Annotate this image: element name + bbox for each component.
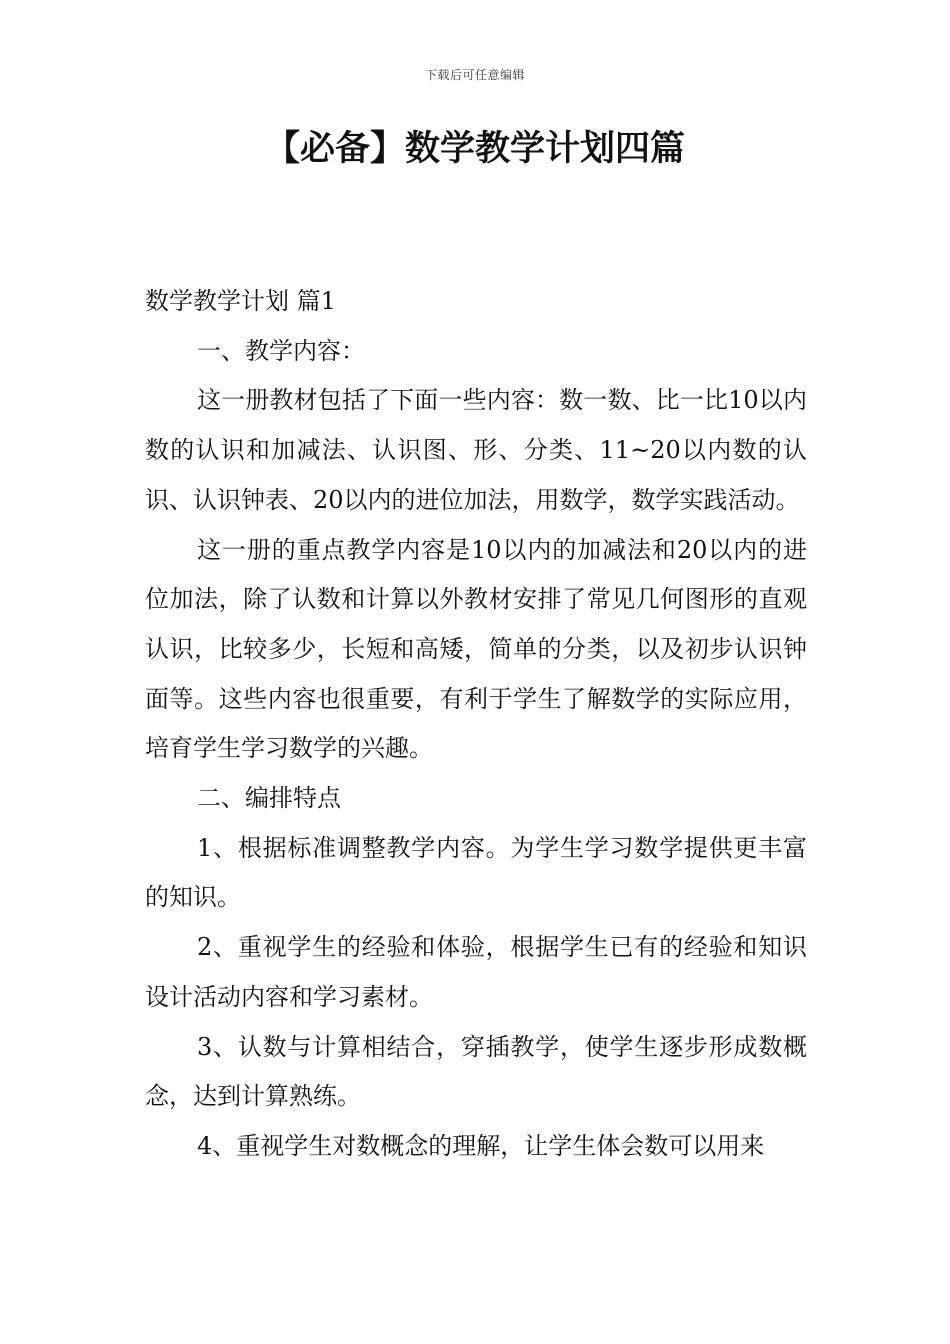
subsection-heading-content: 一、教学内容：: [197, 336, 365, 365]
header-note: 下载后可任意编辑: [424, 68, 525, 82]
paragraph-key-content: 这一册的重点教学内容是10以内的加减法和20以内的进位加法，除了认数和计算以外教材安排了常见几何图形的直观认识，比较多少，长短和高矮，简单的分类，以及初步认识钟面等。这些内容也很重要，有利于学生了解数学的实际应用，培育学生学习数学的兴趣。: [145, 535, 807, 763]
paragraph-content-overview: 这一册教材包括了下面一些内容：数一数、比一比10以内数的认识和加减法、认识图、形、分类、11~20以内数的认识、认识钟表、20以内的进位加法，用数学，数学实践活动。: [145, 386, 807, 514]
subsection-heading-features: 二、编排特点: [197, 784, 341, 813]
document-body: [145, 277, 807, 1172]
section-heading: 数学教学计划 篇1: [145, 287, 336, 315]
paragraph-feature-2: 2、重视学生的经验和体验，根据学生已有的经验和知识设计活动内容和学习素材。: [145, 933, 807, 1011]
document-title: 【必备】数学教学计划四篇: [264, 128, 685, 169]
paragraph-feature-1: 1、根据标准调整教学内容。为学生学习数学提供更丰富的知识。: [145, 833, 807, 912]
paragraph-feature-3: 3、认数与计算相结合，穿插教学，使学生逐步形成数概念，达到计算熟练。: [145, 1032, 807, 1111]
paragraph-feature-4: 4、重视学生对数概念的理解，让学生体会数可以用来: [197, 1131, 765, 1160]
